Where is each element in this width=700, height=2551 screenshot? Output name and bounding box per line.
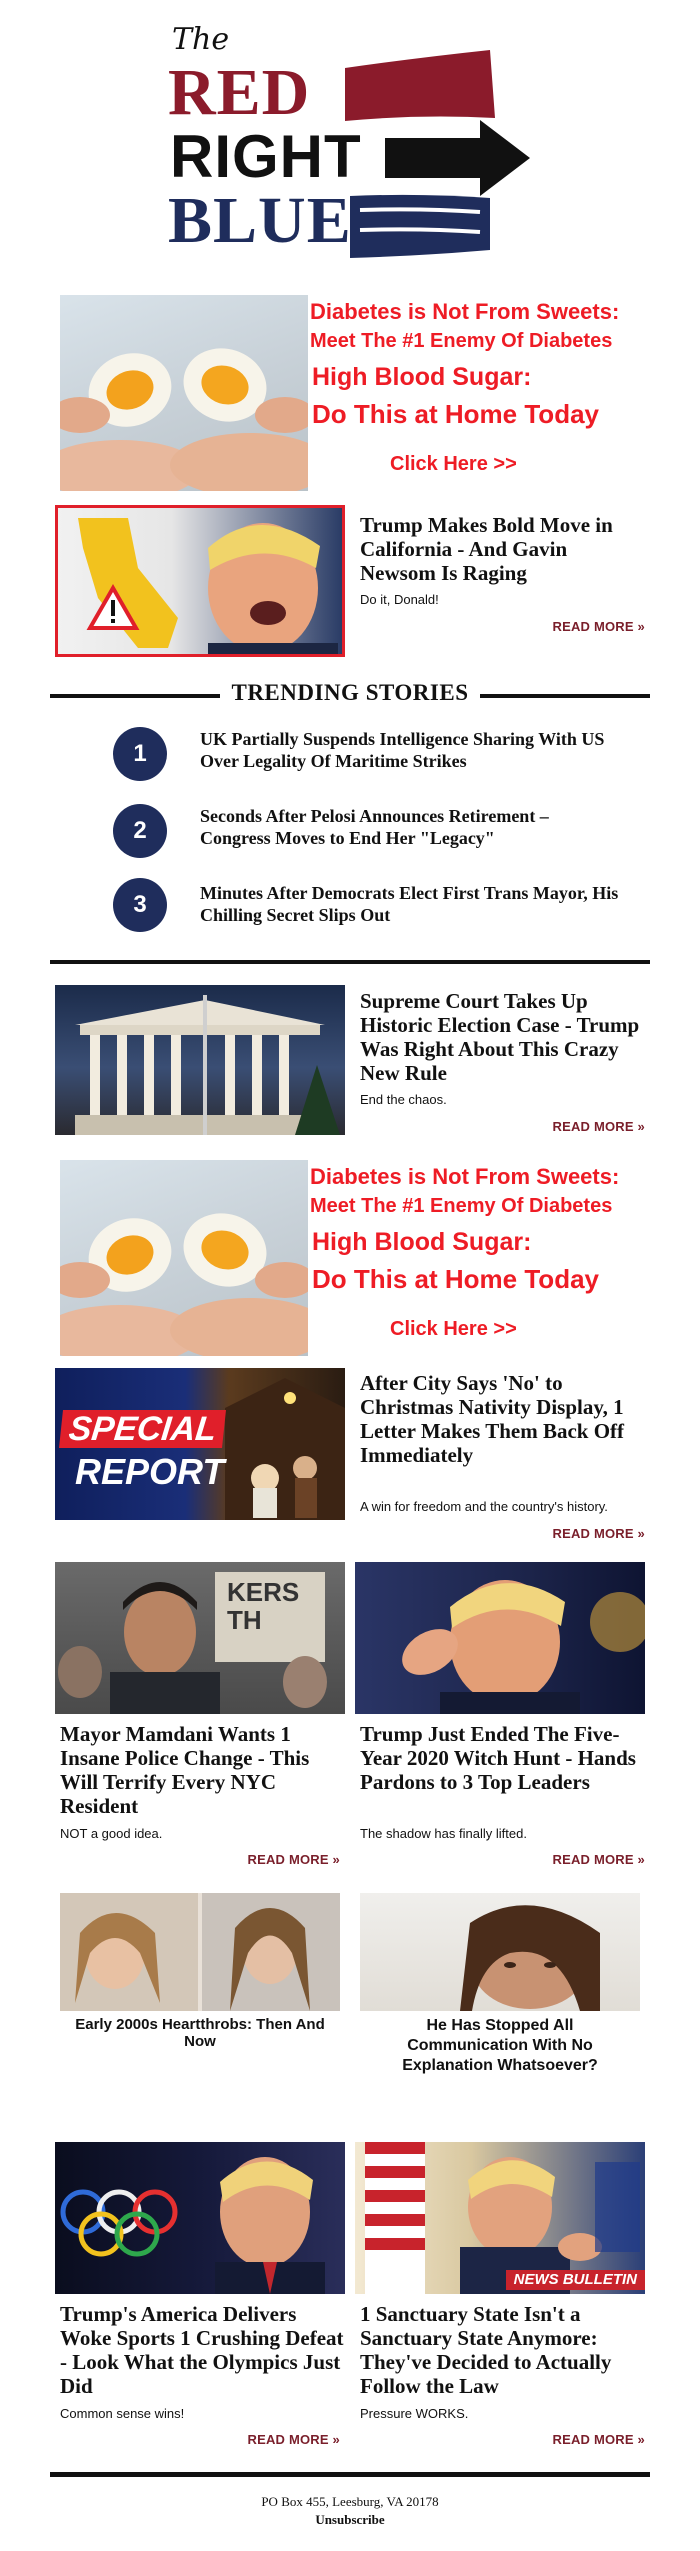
story-california[interactable]	[55, 505, 645, 665]
footer-address: PO Box 455, Leesburg, VA 20178	[261, 2494, 439, 2509]
read-more-link[interactable]: READ MORE »	[247, 2432, 340, 2447]
trending-rule-right	[480, 694, 650, 698]
ad-line-1: Diabetes is Not From Sweets:	[310, 1164, 620, 1189]
special-badge: SPECIAL	[59, 1410, 226, 1448]
story-headline[interactable]: After City Says 'No' to Christmas Nativity Display, 1 Letter Makes Them Back Off Immediately	[360, 1371, 625, 1467]
ad-cta[interactable]: Click Here >>	[390, 1318, 517, 1340]
protest-portrait-icon	[55, 1562, 345, 1714]
egg-halves-icon	[60, 295, 308, 491]
story-headline[interactable]: 1 Sanctuary State Isn't a Sanctuary State Anymore: They've Decided to Actually Follow the Law	[360, 2302, 612, 2398]
ad-cta[interactable]: Click Here >>	[390, 453, 517, 475]
special-report-image	[55, 1368, 345, 1520]
trending-item-2[interactable]: Seconds After Pelosi Announces Retirement – Congress Moves to End Her "Legacy"	[200, 806, 549, 848]
ad-line-4: Do This at Home Today	[312, 399, 599, 429]
mamdani-image	[55, 1562, 345, 1714]
california-warning-icon	[58, 508, 345, 657]
story-headline[interactable]: Trump Makes Bold Move in California - And Gavin Newsom Is Raging	[360, 513, 613, 585]
trending-title: TRENDING STORIES	[231, 680, 469, 705]
woman-lying-image	[360, 1893, 640, 2011]
ad-line-3: High Blood Sugar:	[312, 1228, 532, 1256]
diabetes-ad-2[interactable]	[60, 1160, 640, 1360]
promo-caption[interactable]: Early 2000s Heartthrobs: Then And Now	[75, 2016, 325, 2050]
story-subtext: NOT a good idea.	[60, 1826, 163, 1841]
story-subtext: Pressure WORKS.	[360, 2406, 469, 2421]
story-mamdani[interactable]	[55, 1562, 345, 1872]
story-headline[interactable]: Mayor Mamdani Wants 1 Insane Police Change - This Will Terrify Every NYC Resident	[60, 1722, 310, 1818]
promo-stopped-communication[interactable]	[360, 1893, 640, 2074]
story-subtext: Do it, Donald!	[360, 592, 439, 607]
story-nativity[interactable]	[55, 1368, 645, 1548]
diabetes-ad-1[interactable]	[60, 295, 640, 495]
read-more-link[interactable]: READ MORE »	[247, 1852, 340, 1867]
trending-item-3[interactable]: Minutes After Democrats Elect First Trans Mayor, His Chilling Secret Slips Out	[200, 883, 619, 925]
ad-line-1: Diabetes is Not From Sweets:	[310, 299, 620, 324]
story-pardons[interactable]	[355, 1562, 645, 1872]
story-headline[interactable]: Trump's America Delivers Woke Sports 1 Crushing Defeat - Look What the Olympics Just Did	[60, 2302, 344, 2398]
story-headline[interactable]: Supreme Court Takes Up Historic Election Case - Trump Was Right About This Crazy New Rule	[360, 989, 640, 1085]
footer-divider	[50, 2472, 650, 2477]
eggs-image	[60, 295, 308, 491]
supreme-court-image	[55, 985, 345, 1135]
ad-line-4: Do This at Home Today	[312, 1264, 599, 1294]
story-supreme-court[interactable]	[55, 985, 645, 1145]
promo-caption[interactable]: He Has Stopped All Communication With No Explanation Whatsoever?	[402, 2017, 598, 2074]
ad-line-3: High Blood Sugar:	[312, 363, 532, 391]
story-subtext: A win for freedom and the country's history.	[360, 1499, 608, 1514]
logo-red: RED	[168, 56, 311, 129]
egg-halves-icon	[60, 1160, 308, 1356]
story-subtext: The shadow has finally lifted.	[360, 1826, 527, 1841]
news-bulletin-badge: NEWS BULLETIN	[506, 2270, 645, 2290]
unsubscribe-link[interactable]: Unsubscribe	[315, 2512, 385, 2527]
news-bulletin-image	[355, 2142, 645, 2294]
two-portraits-icon	[60, 1893, 340, 2011]
story-olympics[interactable]	[55, 2142, 345, 2452]
read-more-link[interactable]: READ MORE »	[552, 1852, 645, 1867]
read-more-link[interactable]: READ MORE »	[552, 1526, 645, 1541]
olympics-image	[55, 2142, 345, 2294]
logo-the: The	[172, 22, 230, 57]
promo-heartthrobs[interactable]	[60, 1893, 340, 2050]
read-more-link[interactable]: READ MORE »	[552, 1119, 645, 1134]
ad-line-2: Meet The #1 Enemy Of Diabetes	[310, 330, 613, 352]
protest-sign-text: KERS TH	[227, 1577, 300, 1635]
ad-line-2: Meet The #1 Enemy Of Diabetes	[310, 1195, 613, 1217]
story-subtext: End the chaos.	[360, 1092, 447, 1107]
heartthrobs-image	[60, 1893, 340, 2011]
logo-right: RIGHT	[170, 123, 362, 190]
read-more-link[interactable]: READ MORE »	[552, 619, 645, 634]
trending-number-1: 1	[113, 727, 167, 781]
courthouse-icon	[55, 985, 345, 1135]
report-badge: REPORT	[75, 1451, 225, 1492]
story-subtext: Common sense wins!	[60, 2406, 185, 2421]
trending-number-3: 3	[113, 878, 167, 932]
section-divider	[50, 960, 650, 964]
olympic-rings-icon	[55, 2142, 345, 2294]
read-more-link[interactable]: READ MORE »	[552, 2432, 645, 2447]
logo-blue: BLUE	[168, 184, 352, 257]
story-headline[interactable]: Trump Just Ended The Five-Year 2020 Witch Hunt - Hands Pardons to 3 Top Leaders	[360, 1722, 636, 1794]
trending-rule-left	[50, 694, 220, 698]
trending-number-2: 2	[113, 804, 167, 858]
eggs-image	[60, 1160, 308, 1356]
trending-item-1[interactable]: UK Partially Suspends Intelligence Sharing With US Over Legality Of Maritime Strikes	[200, 729, 605, 771]
story-sanctuary-state[interactable]	[355, 2142, 645, 2452]
trump-portrait-icon	[355, 1562, 645, 1714]
trump-california-image	[55, 505, 345, 657]
woman-portrait-icon	[360, 1893, 640, 2011]
trump-pardons-image	[355, 1562, 645, 1714]
logo[interactable]	[160, 18, 540, 268]
